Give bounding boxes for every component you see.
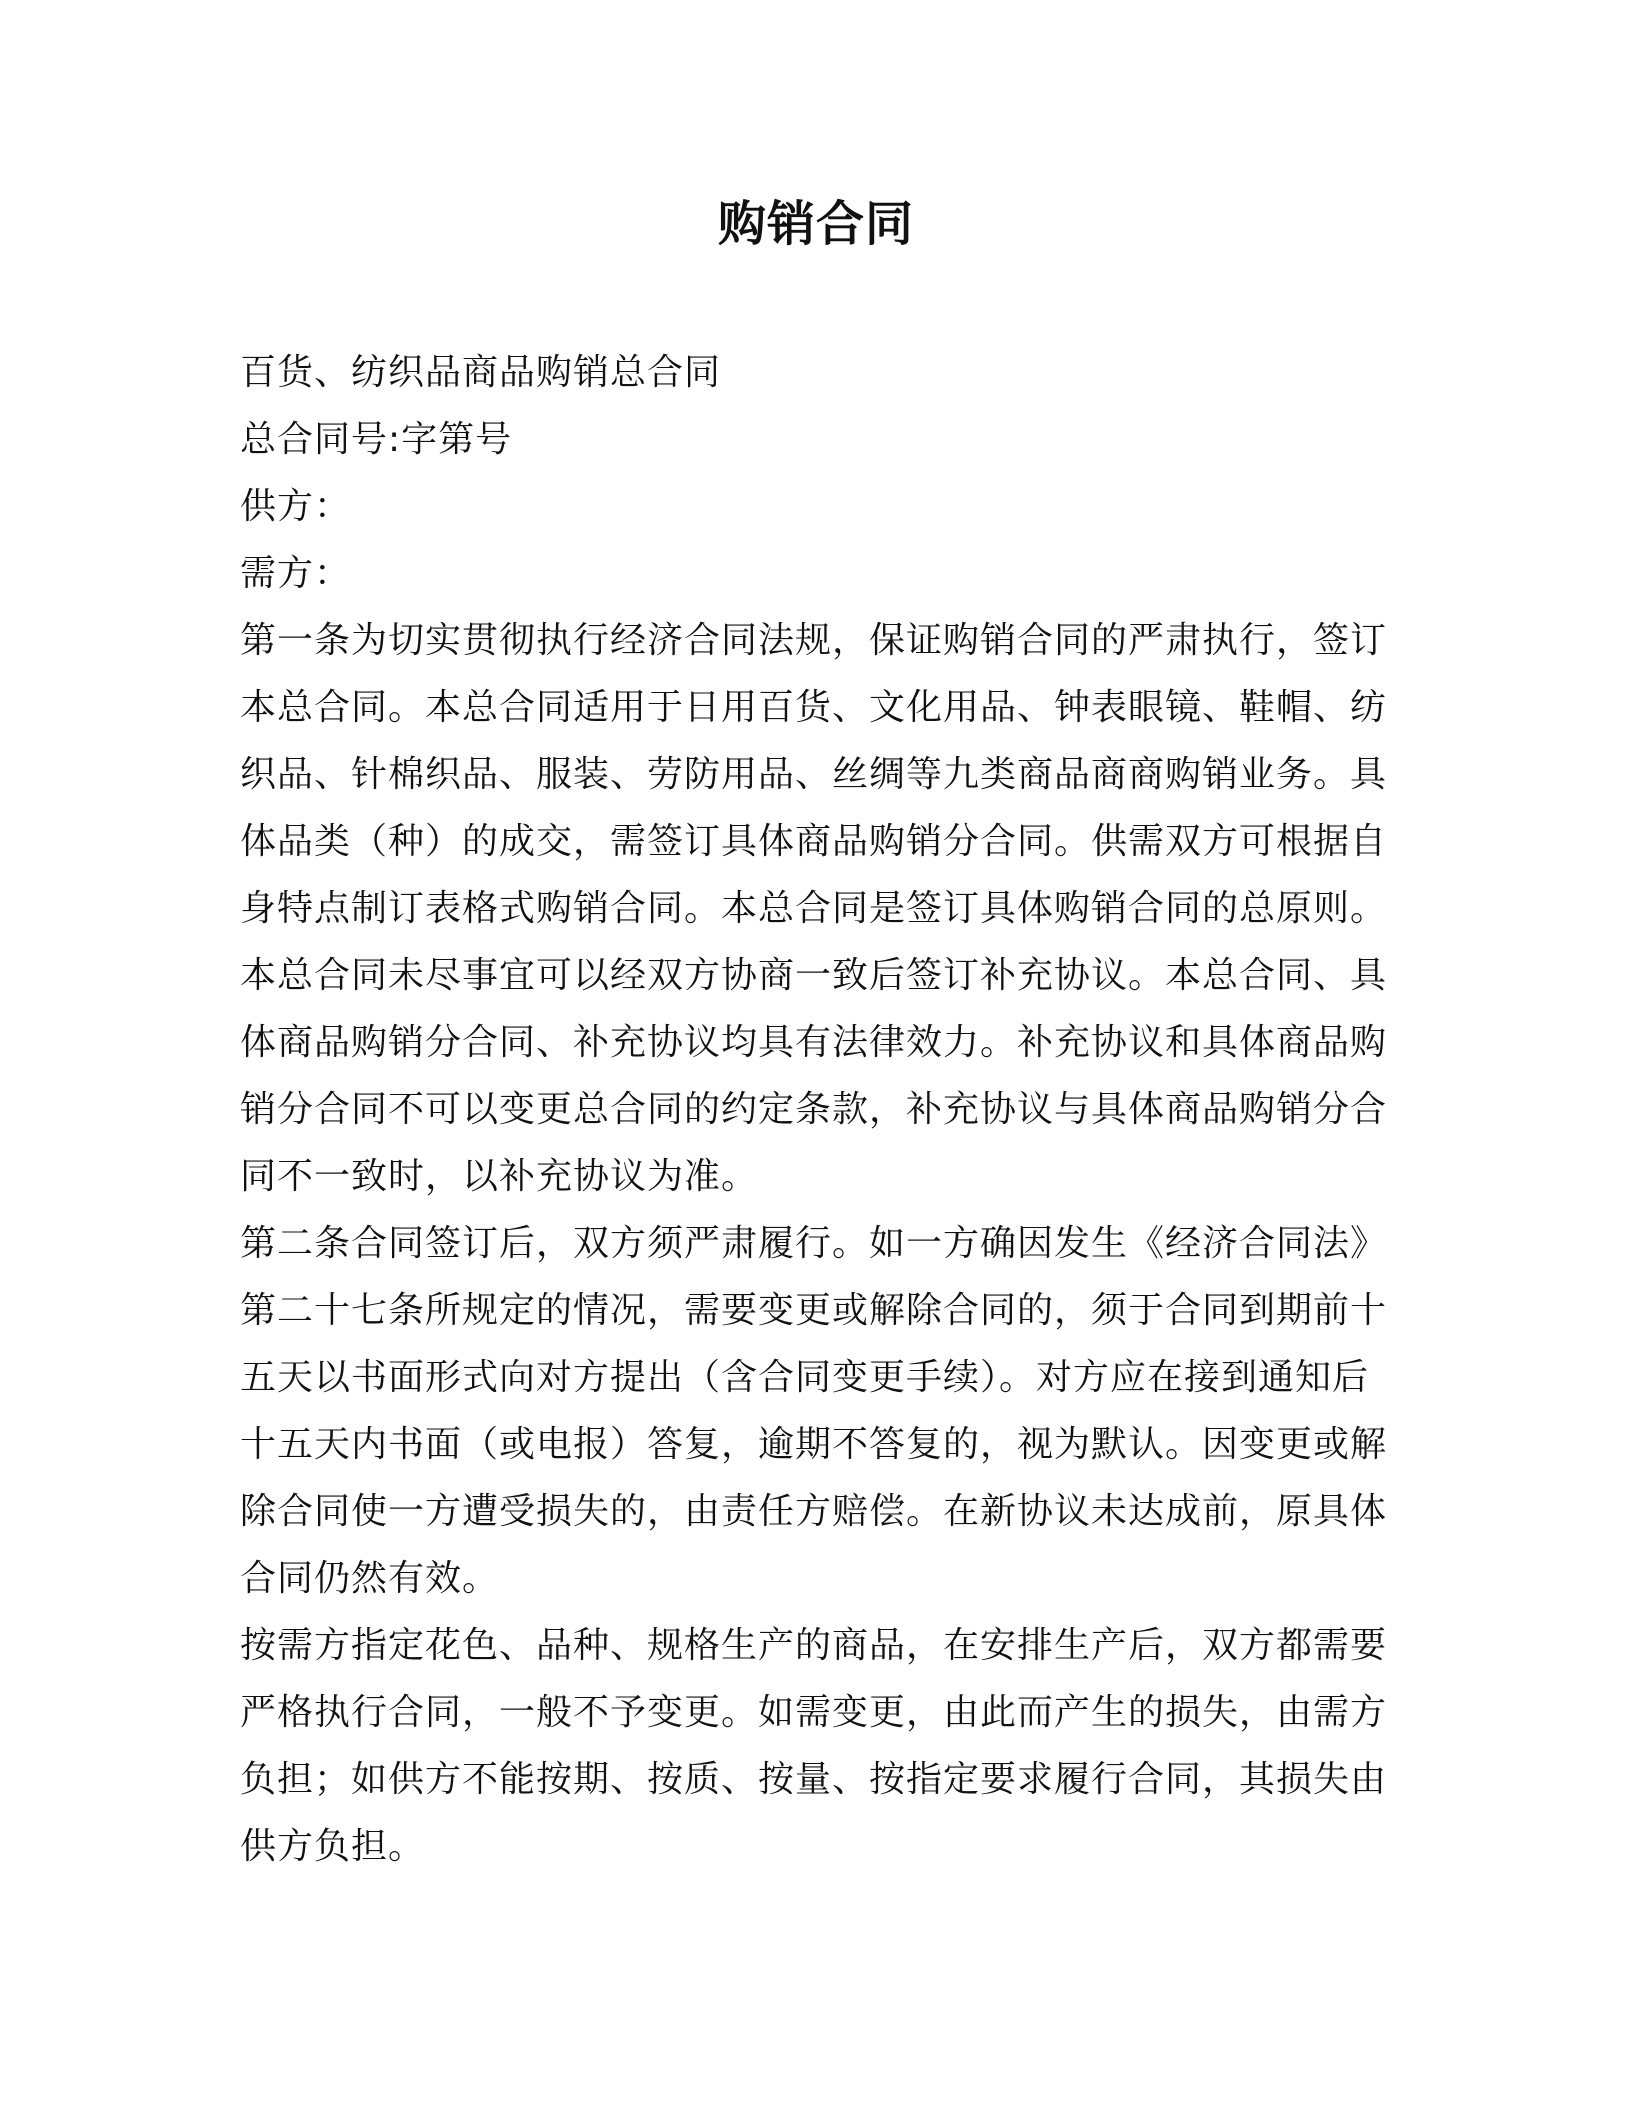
article-1-line: 体品类（种）的成交，需签订具体商品购销分合同。供需双方可根据自 [240,821,1388,862]
article-2-line: 合同仍然有效。 [240,1558,500,1599]
contract-number-line: 总合同号:字第号 [240,419,513,460]
article-1-line: 同不一致时，以补充协议为准。 [240,1156,759,1197]
article-1-line: 销分合同不可以变更总合同的约定条款，补充协议与具体商品购销分合 [240,1089,1388,1130]
article-1-line: 身特点制订表格式购销合同。本总合同是签订具体购销合同的总原则。 [240,888,1388,929]
article-2-line: 除合同使一方遭受损失的，由责任方赔偿。在新协议未达成前，原具体 [240,1491,1388,1532]
supplier-line: 供方： [240,486,352,527]
buyer-line: 需方： [240,553,352,594]
specified-goods-line: 负担；如供方不能按期、按质、按量、按指定要求履行合同，其损失由 [240,1759,1388,1800]
article-2-line: 五天以书面形式向对方提出（含合同变更手续）。对方应在接到通知后 [240,1357,1370,1398]
article-1-line: 本总合同未尽事宜可以经双方协商一致后签订补充协议。本总合同、具 [240,955,1388,996]
article-1-line: 本总合同。本总合同适用于日用百货、文化用品、钟表眼镜、鞋帽、纺 [240,687,1388,728]
article-1-line: 第一条为切实贯彻执行经济合同法规，保证购销合同的严肃执行，签订 [240,620,1388,661]
article-2-line: 十五天内书面（或电报）答复，逾期不答复的，视为默认。因变更或解 [240,1424,1388,1465]
document-body [240,339,1400,1880]
specified-goods-line: 按需方指定花色、品种、规格生产的商品，在安排生产后，双方都需要 [240,1625,1388,1666]
article-1-line: 织品、针棉织品、服装、劳防用品、丝绸等九类商品商商购销业务。具 [240,754,1388,795]
document-title: 购销合同 [717,196,914,252]
article-2-line: 第二条合同签订后，双方须严肃履行。如一方确因发生《经济合同法》 [240,1223,1388,1264]
subtitle-line: 百货、纺织品商品购销总合同 [240,352,722,393]
specified-goods-line: 供方负担。 [240,1826,426,1867]
specified-goods-line: 严格执行合同，一般不予变更。如需变更，由此而产生的损失，由需方 [240,1692,1388,1733]
article-2-line: 第二十七条所规定的情况，需要变更或解除合同的，须于合同到期前十 [240,1290,1388,1331]
article-1-line: 体商品购销分合同、补充协议均具有法律效力。补充协议和具体商品购 [240,1022,1388,1063]
